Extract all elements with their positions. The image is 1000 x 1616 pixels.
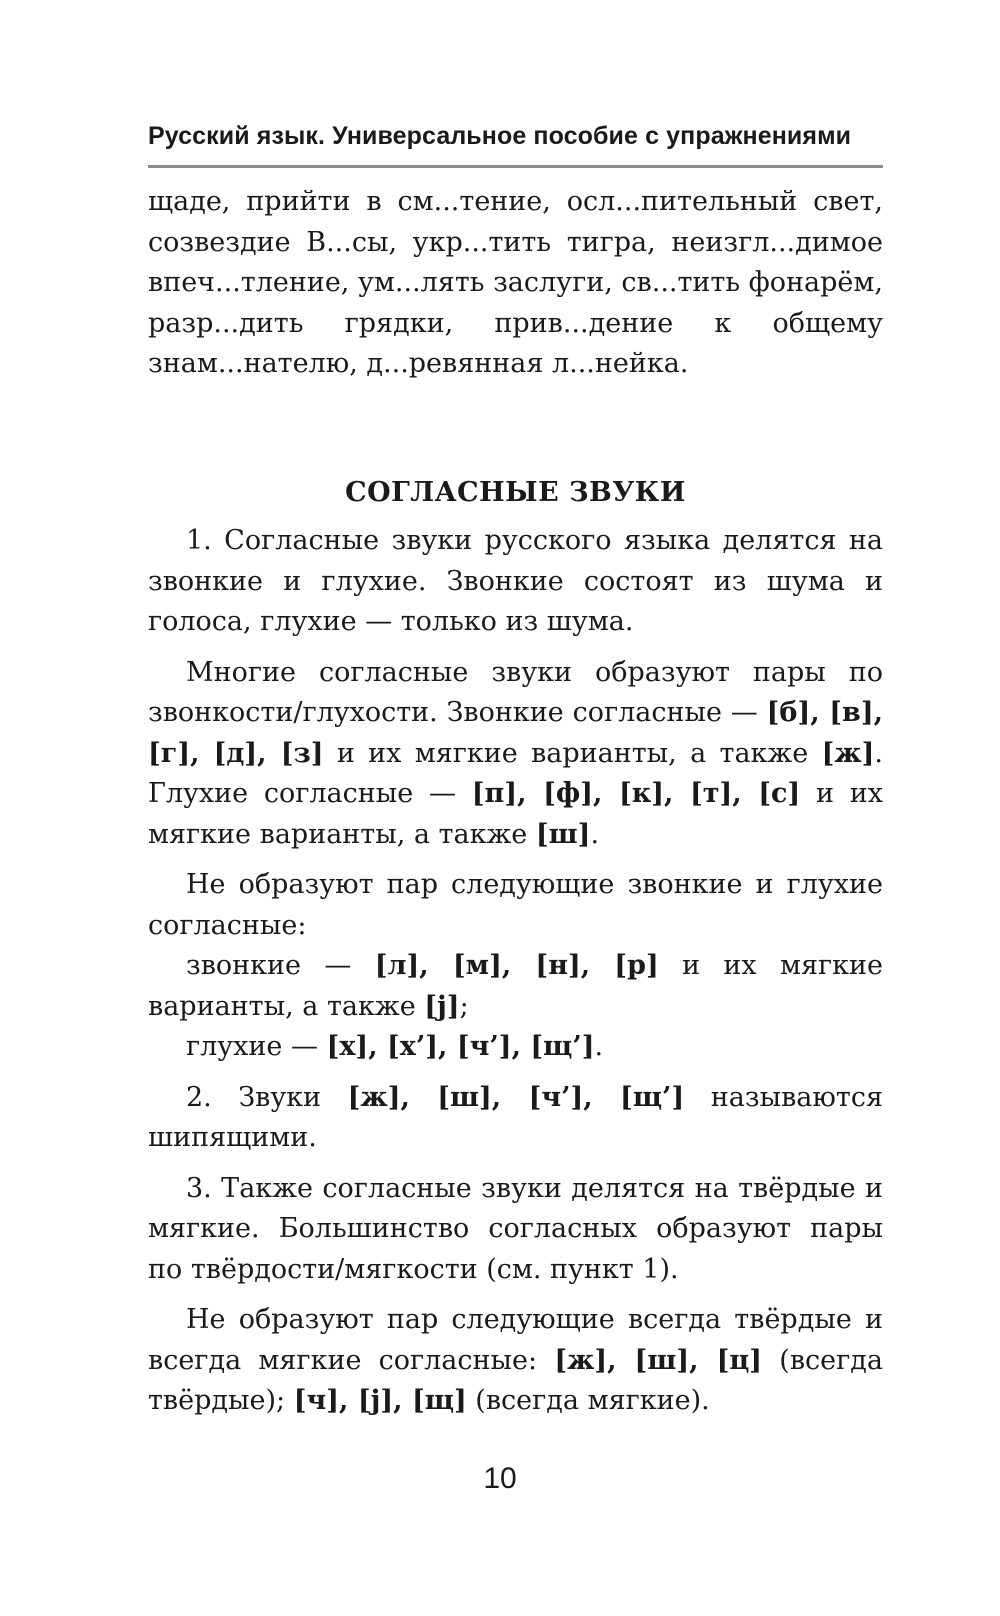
text-run: и их мягкие варианты, а также <box>148 778 883 850</box>
text-run: называются шипящими. <box>148 1081 883 1153</box>
always-soft-sounds: [ч], [j], [щ] <box>293 1385 467 1416</box>
text-run: . <box>594 1031 604 1062</box>
always-hard-sounds: [ж], [ш], [ц] <box>554 1344 763 1376</box>
text-run: (всегда мягкие). <box>466 1385 710 1416</box>
paragraph-1: 1. Согласные звуки русского языка делятся на звонкие и глухие. Звонкие состоят из шума и голоса, глухие — только из шума. <box>148 525 883 637</box>
paragraph-pairs-voicing <box>148 653 883 856</box>
unpaired-voiced-extra: [j] <box>424 990 460 1022</box>
voiceless-consonants: [п], [ф], [к], [т], [с] <box>471 778 801 809</box>
running-header: Русский язык. Универсальное пособие с упражнениями <box>148 122 852 150</box>
text-run: звонкие — <box>186 950 375 981</box>
paragraph-unpaired-voiced <box>148 946 883 1027</box>
header-divider <box>148 165 883 168</box>
page-number: 10 <box>483 1462 517 1495</box>
text-run: и их мягкие варианты, а также <box>323 737 822 769</box>
voiced-extra: [ж] <box>821 737 875 769</box>
sibilant-sounds: [ж], [ш], [ч’], [щ’] <box>347 1081 685 1113</box>
paragraph-unpaired-voiceless <box>148 1027 883 1068</box>
text-run: . <box>590 818 600 850</box>
voiceless-extra: [ш] <box>535 818 591 850</box>
text-run: глухие — <box>186 1031 327 1062</box>
page-body <box>148 182 883 1422</box>
paragraph-hard-soft <box>148 1300 883 1422</box>
unpaired-voiceless-sounds: [х], [х’], [ч’], [щ’] <box>326 1031 595 1062</box>
unpaired-voiced-sounds: [л], [м], [н], [р] <box>374 950 659 981</box>
paragraph-unpaired-intro: Не образуют пар следующие звонкие и глухие согласные: <box>148 869 883 941</box>
voiced-consonants: [б], [в], [г], [д], [з] <box>148 697 883 769</box>
paragraph-3: 3. Также согласные звуки делятся на твёрдые и мягкие. Большинство согласных образуют пары по твёрдости/мягкости (см. пункт 1). <box>148 1172 883 1285</box>
text-run: и их мягкие варианты, а также <box>148 950 884 1022</box>
paragraph-2 <box>148 1078 883 1159</box>
exercise-continuation: щаде, прийти в см...тение, осл...пительный свет, созвездие В...сы, укр...тить тигра, неизгл...димое впеч...тление, ум...лять заслуги, св...тить фонарём, разр...дить грядки, прив...дение к общему знам...нателю, д...ревянная л...нейка. <box>148 186 883 379</box>
text-run: (всегда твёрдые); <box>148 1344 883 1416</box>
text-run: Многие согласные звуки образуют пары по звонкости/глухости. Звонкие согласные — <box>148 656 883 728</box>
text-run: . Глухие согласные — <box>148 737 883 809</box>
text-run: 2. Звуки <box>186 1081 348 1113</box>
text-run: Не образуют пар следующие всегда твёрдые и всегда мягкие согласные: <box>148 1304 883 1376</box>
text-run: ; <box>459 990 469 1022</box>
section-heading: СОГЛАСНЫЕ ЗВУКИ <box>345 476 686 508</box>
